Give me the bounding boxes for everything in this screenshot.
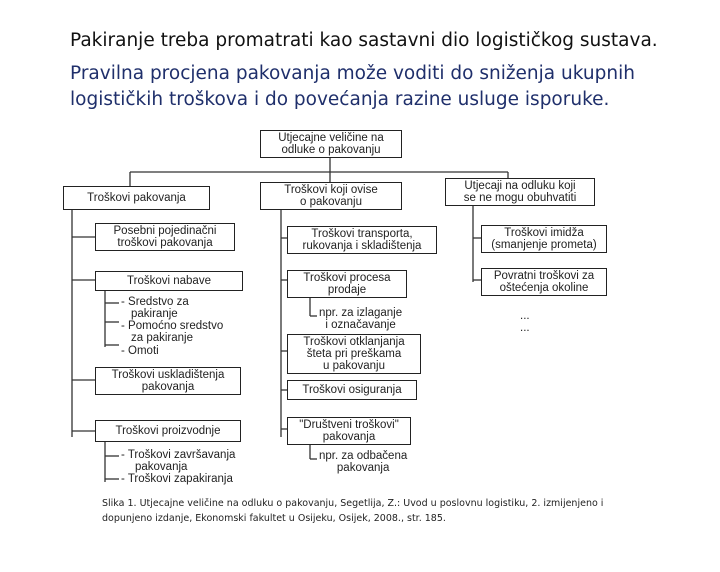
finishing-costs-line-2: pakovanja [135, 461, 188, 473]
costs-packaging-header: Troškovi pakovanja [63, 186, 210, 210]
environmental-costs-line-1: Povratni troškovi za [493, 270, 595, 282]
image-costs-line-2: (smanjenje prometa) [491, 239, 597, 251]
transport-costs-line-1: Troškovi transporta, [311, 228, 413, 240]
individual-costs-line-1: Posebni pojedinačni [113, 225, 217, 237]
root-node [260, 130, 402, 158]
social-costs-line-2: pakovanja [322, 431, 376, 443]
caption-line-2: dopunjeno izdanje, Ekonomski fakultet u Osijeku, Osijek, 2008., str. 185. [102, 513, 446, 524]
individual-costs-node [95, 223, 235, 251]
root-node-line-1: Utjecajne veličine na [278, 132, 384, 144]
packaging-means-line-2: pakiranje [131, 308, 178, 320]
body-text-line-1: Pravilna procjena pakovanja može voditi do sniženja ukupnih [70, 63, 635, 84]
uncapturable-line-2: se ne mogu obuhvatiti [463, 192, 577, 204]
discarded-packaging-line-2: pakovanja [336, 462, 390, 474]
social-costs-node [287, 417, 411, 445]
individual-costs-line-2: troškovi pakovanja [117, 237, 213, 249]
discarded-packaging-line-1: npr. za odbačena [319, 450, 408, 462]
sales-process-costs-node [287, 270, 407, 298]
more-items-ellipsis-1: ... [520, 310, 530, 322]
packaging-means-line-1: - Sredstvo za [121, 296, 189, 308]
storage-costs-node [95, 367, 241, 395]
image-costs-line-1: Troškovi imidža [504, 227, 584, 239]
sales-process-line-2: prodaje [327, 284, 367, 296]
image-costs-node [481, 225, 607, 253]
dependent-costs-header [260, 182, 402, 210]
damage-removal-costs-node [287, 334, 421, 374]
auxiliary-means-line-2: za pakiranje [131, 332, 194, 344]
dependent-costs-line-1: Troškovi koji ovise [284, 184, 378, 196]
production-costs-node: Troškovi proizvodnje [95, 420, 241, 442]
transport-costs-line-2: rukovanja i skladištenja [302, 240, 422, 252]
discarded-packaging-note [319, 450, 407, 474]
auxiliary-means-line-1: - Pomoćno sredstvo [121, 320, 224, 332]
figure-caption [102, 496, 662, 526]
root-node-line-2: odluke o pakovanju [281, 144, 381, 156]
display-labeling-line-1: npr. za izlaganje [319, 307, 403, 319]
display-labeling-note [319, 307, 402, 331]
storage-costs-line-1: Troškovi uskladištenja [111, 369, 225, 381]
uncapturable-line-1: Utjecaji na odluku koji [464, 180, 576, 192]
damage-removal-line-3: u pakovanju [322, 360, 386, 372]
packaging-means-item [121, 296, 189, 320]
damage-removal-line-1: Troškovi otklanjanja [303, 336, 405, 348]
insurance-costs-node: Troškovi osiguranja [287, 380, 417, 400]
more-items-ellipsis-2: ... [520, 322, 530, 334]
damage-removal-line-2: šteta pri preškama [306, 348, 402, 360]
environmental-costs-node [481, 268, 607, 296]
caption-line-1: Slika 1. Utjecajne veličine na odluku o pakovanju, Segetlija, Z.: Uvod u poslovnu logistiku, 2. izmijenjeno i [102, 498, 604, 509]
uncapturable-influences-header [445, 178, 595, 206]
dependent-costs-line-2: o pakovanju [299, 196, 363, 208]
procurement-costs-node: Troškovi nabave [95, 271, 243, 291]
auxiliary-means-item [121, 320, 223, 344]
environmental-costs-line-2: oštećenja okoline [499, 282, 589, 294]
intro-sentence: Pakiranje treba promatrati kao sastavni dio logističkog sustava. [70, 30, 658, 51]
sales-process-line-1: Troškovi procesa [303, 272, 391, 284]
display-labeling-line-2: i označavanje [325, 319, 396, 331]
social-costs-line-1: "Društveni troškovi" [299, 419, 399, 431]
storage-costs-line-2: pakovanja [141, 381, 195, 393]
body-text-line-2: logističkih troškova i do povećanja razine usluge isporuke. [70, 89, 610, 110]
finishing-costs-item [121, 449, 235, 473]
wrappers-item: - Omoti [121, 345, 159, 357]
transport-costs-node [287, 226, 437, 254]
finishing-costs-line-1: - Troškovi završavanja [121, 449, 236, 461]
wrapping-costs-item: - Troškovi zapakiranja [121, 473, 233, 485]
